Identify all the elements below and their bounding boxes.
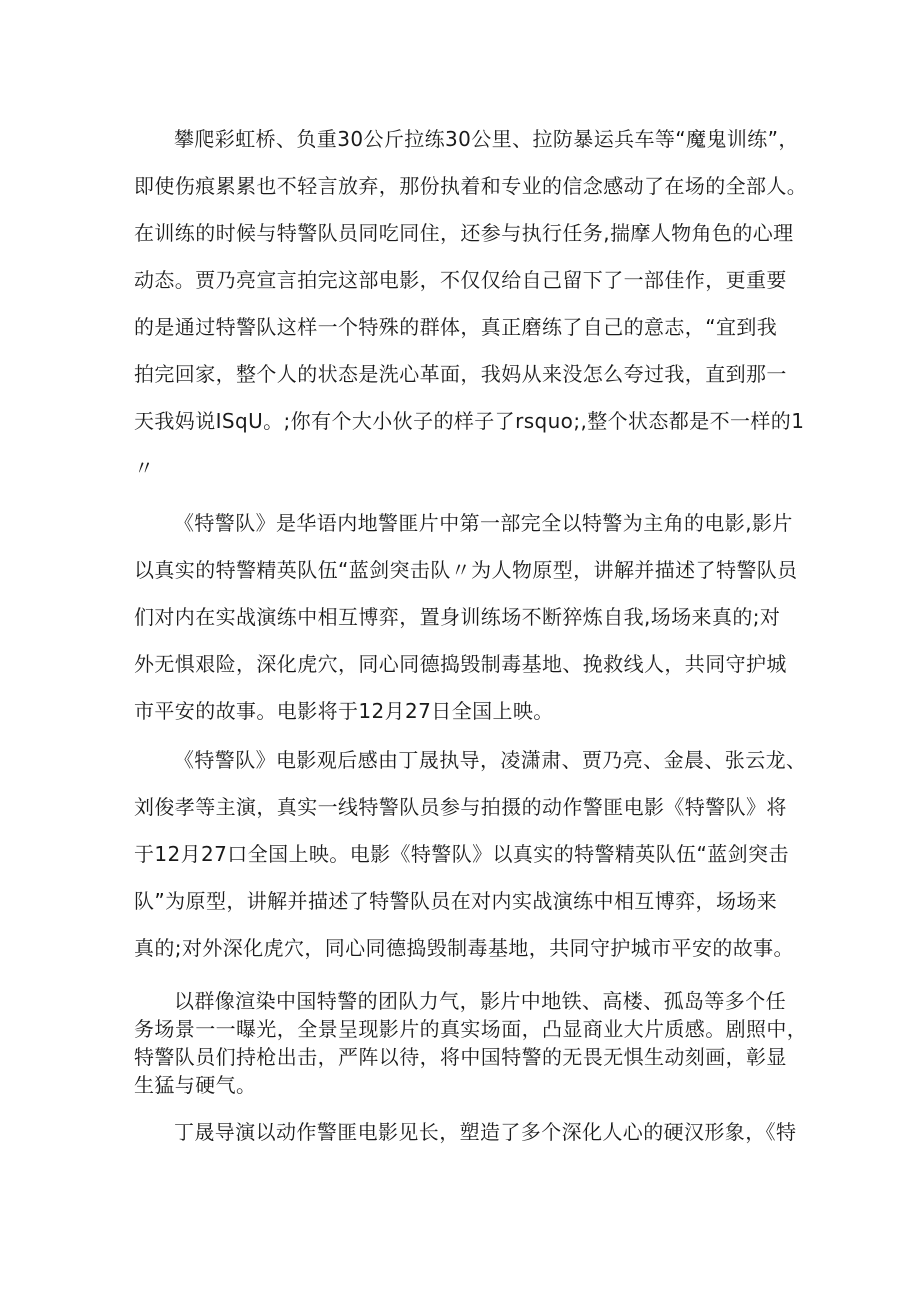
text-line: 们对内在实战演练中相互博弈，置身训练场不断猝炼自我,场场来真的;对	[134, 605, 781, 629]
text-line: 〃	[134, 456, 155, 480]
text-line: 《特警队》是华语内地警匪片中第一部完全以特警为主角的电影,影片	[174, 511, 793, 535]
text-line: 于12月27口全国上映。电影《特警队》以真实的特警精英队伍“蓝剑突击	[134, 842, 789, 866]
text-line: 以真实的特警精英队伍“蓝剑突击队〃为人物原型，讲解并描述了特警队员	[134, 558, 798, 582]
text-line: 丁晟导演以动作警匪电影见长，塑造了多个深化人心的硬汉形象，《特	[174, 1120, 797, 1144]
paragraph-review	[134, 737, 807, 972]
text-line: 刘俊孝等主演，真实一线特警队员参与拍摄的动作警匪电影《特警队》将	[134, 795, 787, 819]
text-line: 生猛与硬气。	[134, 1073, 257, 1097]
text-line: 以群像渲染中国特警的团队力气，影片中地铁、高楼、孤岛等多个任	[174, 989, 786, 1013]
text-line: 真的;对外深化虎穴，同心同德捣毁制毒基地，共同守护城市平安的故事。	[134, 936, 794, 960]
text-line: 在训练的时候与特警队员同吃同住，还参与执行任务,揣摩人物角色的心理	[134, 221, 794, 245]
text-line: 队”为原型，讲解并描述了特警队员在对内实战演练中相互博弈，场场来	[134, 889, 778, 913]
paragraph-training	[134, 116, 808, 492]
text-line: 市平安的故事。电影将于12月27日全国上映。	[134, 699, 554, 723]
text-line: 拍完回家，整个人的状态是洗心革面，我妈从来没怎么夸过我，直到那一	[134, 362, 787, 386]
paragraph-director	[134, 1115, 797, 1149]
text-line: 攀爬彩虹桥、负重30公斤拉练30公里、拉防暴运兵车等“魔鬼训练”，	[174, 127, 799, 151]
text-line: 《特警队》电影观后感由丁晟执导，凌潇肃、贾乃亮、金晨、张云龙、	[174, 748, 807, 772]
text-line: 务场景一一曝光，全景呈现影片的真实场面，凸显商业大片质感。剧照中，	[134, 1017, 808, 1041]
text-line: 天我妈说ISqU。;你有个大小伙子的样子了rsquo;,整个状态都是不一样的1	[134, 409, 805, 433]
paragraph-film-intro	[134, 500, 798, 735]
text-line: 外无惧艰险，深化虎穴，同心同德捣毁制毒基地、挽救线人，共同守护城	[134, 652, 787, 676]
paragraph-ensemble	[134, 987, 808, 1099]
text-line: 的是通过特警队这样一个特殊的群体，真正磨练了自己的意志，“宜到我	[134, 315, 778, 339]
text-line: 即使伤痕累累也不轻言放弃，那份执着和专业的信念感动了在场的全部人。	[134, 174, 808, 198]
text-line: 特警队员们持枪出击，严阵以待，将中国特警的无畏无惧生动刻画，彰显	[134, 1045, 787, 1069]
text-line: 动态。贾乃亮宣言拍完这部电影，不仅仅给自己留下了一部佳作，更重要	[134, 268, 787, 292]
